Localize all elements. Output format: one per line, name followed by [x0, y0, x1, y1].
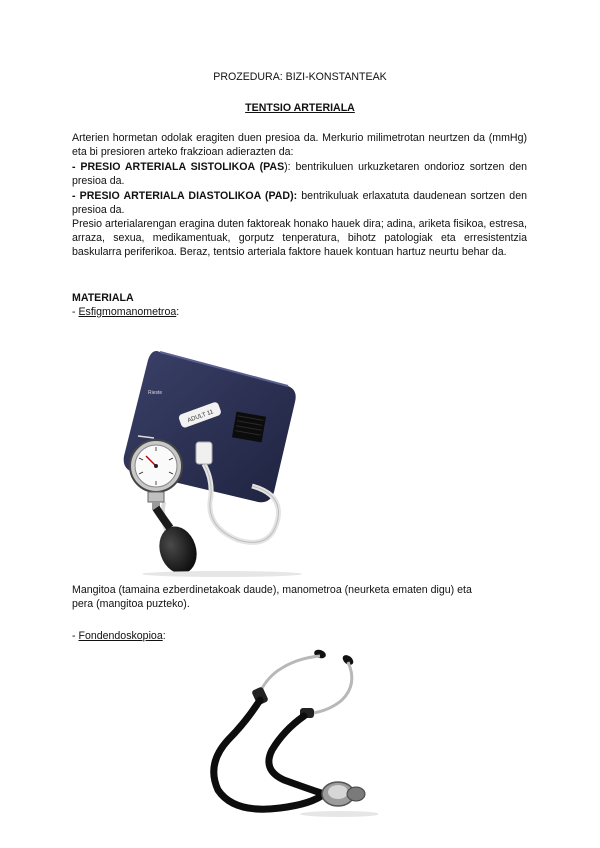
- sphygmomanometer-photo: [112, 342, 312, 578]
- stethoscope-label: Fondendoskopioa: [78, 630, 163, 642]
- stethoscope-photo: [188, 644, 378, 820]
- sphygmomanometer-caption: Mangitoa (tamaina ezberdinetakoak daude), manometroa (neurketa ematen digu) eta pera (mangitoa puzteko).: [72, 584, 472, 610]
- systolic-definition: - PRESIO ARTERIALA SISTOLIKOA (PAS): bentrikuluen urkuzketaren ondorioz sortzen den presioa da.: [72, 161, 527, 187]
- svg-text:ADULT 11: ADULT 11: [186, 409, 215, 425]
- sphygmomanometer-label: Esfigmomanometroa: [78, 306, 177, 318]
- material-item-sphygmomanometer: - Esfigmomanometroa:: [72, 306, 180, 318]
- material-heading: MATERIALA: [72, 292, 134, 304]
- diastolic-label: - PRESIO ARTERIALA DIASTOLIKOA (PAD):: [72, 190, 298, 202]
- material-item-stethoscope: - Fondendoskopioa:: [72, 630, 166, 642]
- page-title: TENTSIO ARTERIALA: [245, 102, 355, 114]
- diastolic-definition: - PRESIO ARTERIALA DIASTOLIKOA (PAD): bentrikuluak erlaxatuta daudenean sortzen den presioa da.: [72, 190, 527, 216]
- factors-paragraph: Presio arterialarengan eragina duten faktoreak honako hauek dira; adina, ariketa fisikoa, estresa, arraza, sexua, medikamentuak, gorputz tenperatura, bihotz patologiak eta erresistentzia baskularra periferikoa. Beraz, tentsio arteriala faktore hauek kontuan hartuz neurtu behar da.: [72, 218, 527, 258]
- intro-paragraph: Arterien hormetan odolak eragiten duen presioa da. Merkurio milimetrotan neurtzen da (mmHg) eta bi presioren arteko frakzioan adierazten da:: [72, 132, 527, 158]
- systolic-label: - PRESIO ARTERIALA SISTOLIKOA (PAS: [72, 161, 285, 173]
- svg-text:Rieste: Rieste: [148, 390, 163, 396]
- procedure-header: PROZEDURA: BIZI-KONSTANTEAK: [213, 71, 387, 83]
